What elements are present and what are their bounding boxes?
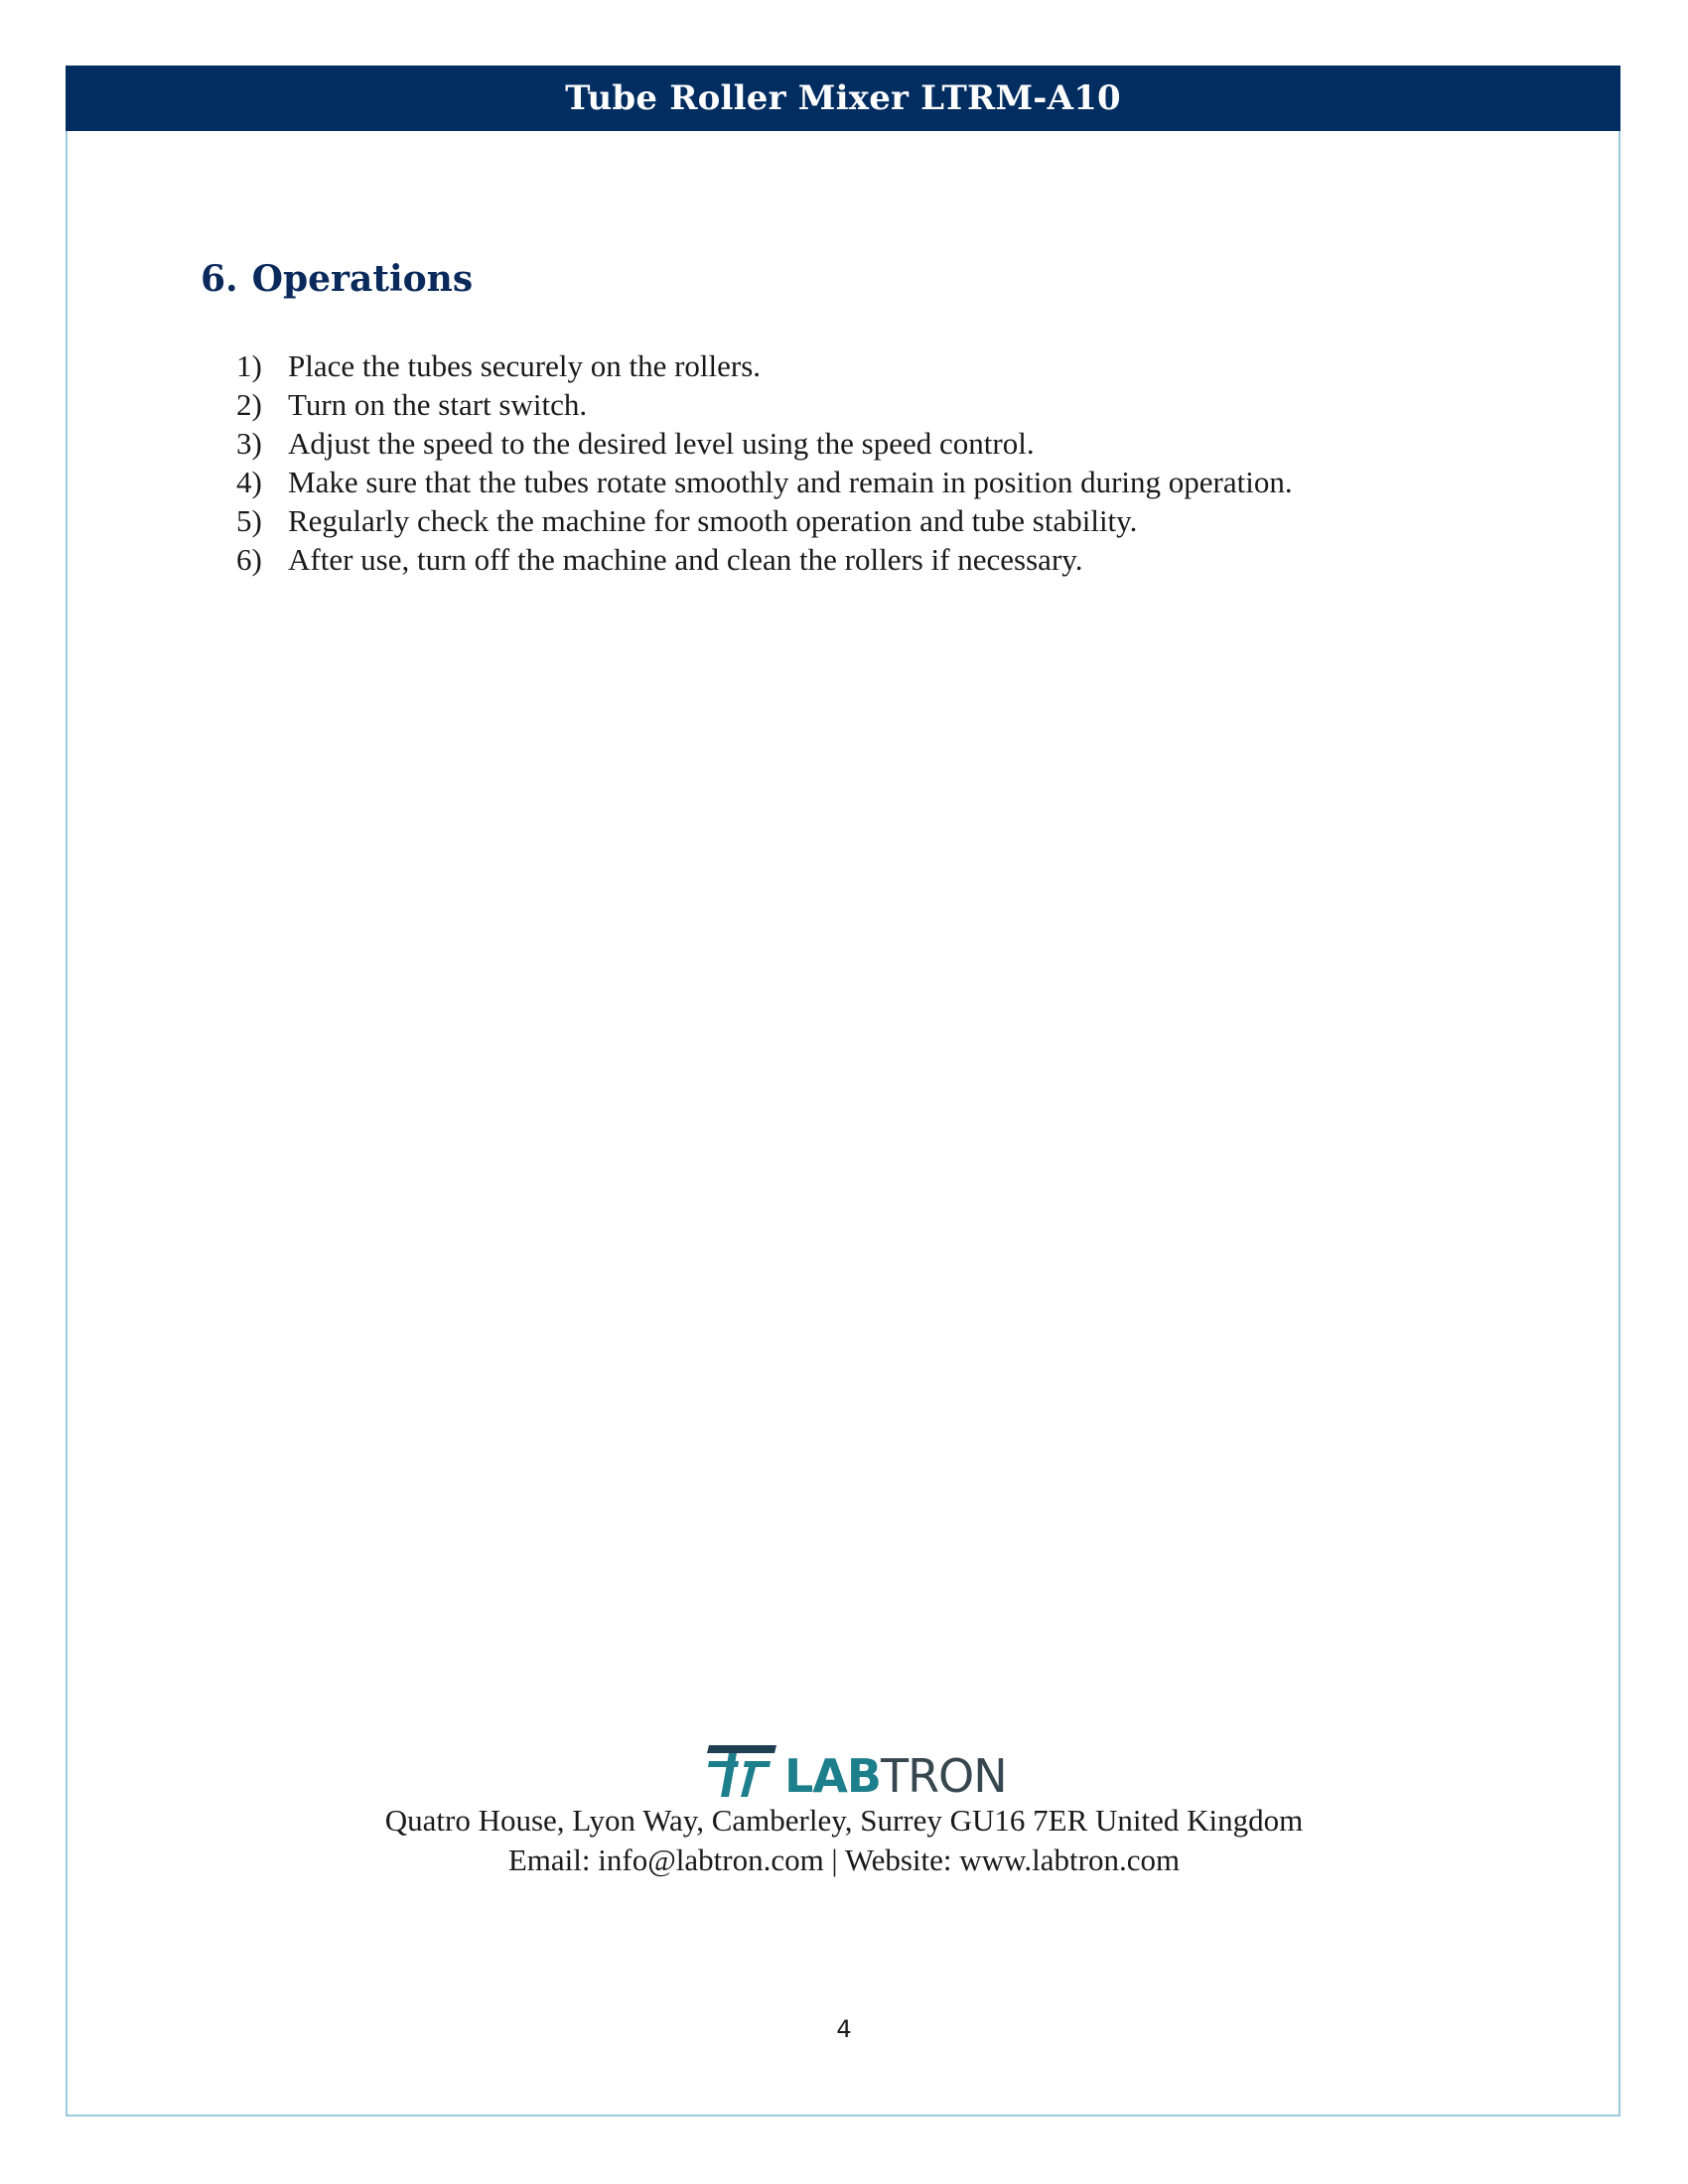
list-item [236, 463, 1293, 501]
step-number: 6) [236, 542, 262, 577]
logo-text-lab: LAB [784, 1749, 881, 1803]
step-number: 4) [236, 465, 262, 499]
footer-address: Quatro House, Lyon Way, Camberley, Surrey GU16 7ER United Kingdom [384, 1803, 1304, 1838]
step-text: Place the tubes securely on the rollers. [288, 348, 762, 383]
section-heading [201, 258, 473, 300]
page-number: 4 [836, 2015, 852, 2043]
step-number: 1) [236, 348, 262, 383]
section-title: Operations [251, 258, 474, 300]
labtron-logo-mark-icon [705, 1741, 780, 1799]
step-text: After use, turn off the machine and clean the rollers if necessary. [288, 542, 1083, 577]
step-number: 3) [236, 426, 262, 461]
list-item [236, 501, 1293, 540]
list-item [236, 385, 1293, 424]
list-item [236, 346, 1293, 385]
step-text: Regularly check the machine for smooth operation and tube stability. [288, 503, 1138, 538]
document-title: Tube Roller Mixer LTRM-A10 [565, 78, 1121, 118]
step-number: 5) [236, 503, 262, 538]
footer-contact: Email: info@labtron.com | Website: www.labtron.com [507, 1843, 1181, 1877]
header-bar [66, 66, 1620, 131]
operations-steps-list [236, 346, 1293, 579]
labtron-logo [705, 1741, 1007, 1803]
step-number: 2) [236, 387, 262, 422]
list-item [236, 424, 1293, 463]
step-text: Turn on the start switch. [288, 387, 588, 422]
step-text: Make sure that the tubes rotate smoothly and remain in position during operation. [288, 465, 1293, 499]
list-item [236, 540, 1293, 579]
logo-text-tron: TRON [880, 1749, 1007, 1803]
step-text: Adjust the speed to the desired level using the speed control. [288, 426, 1035, 461]
logo-wordmark [784, 1749, 1007, 1803]
section-number: 6. [201, 258, 238, 300]
